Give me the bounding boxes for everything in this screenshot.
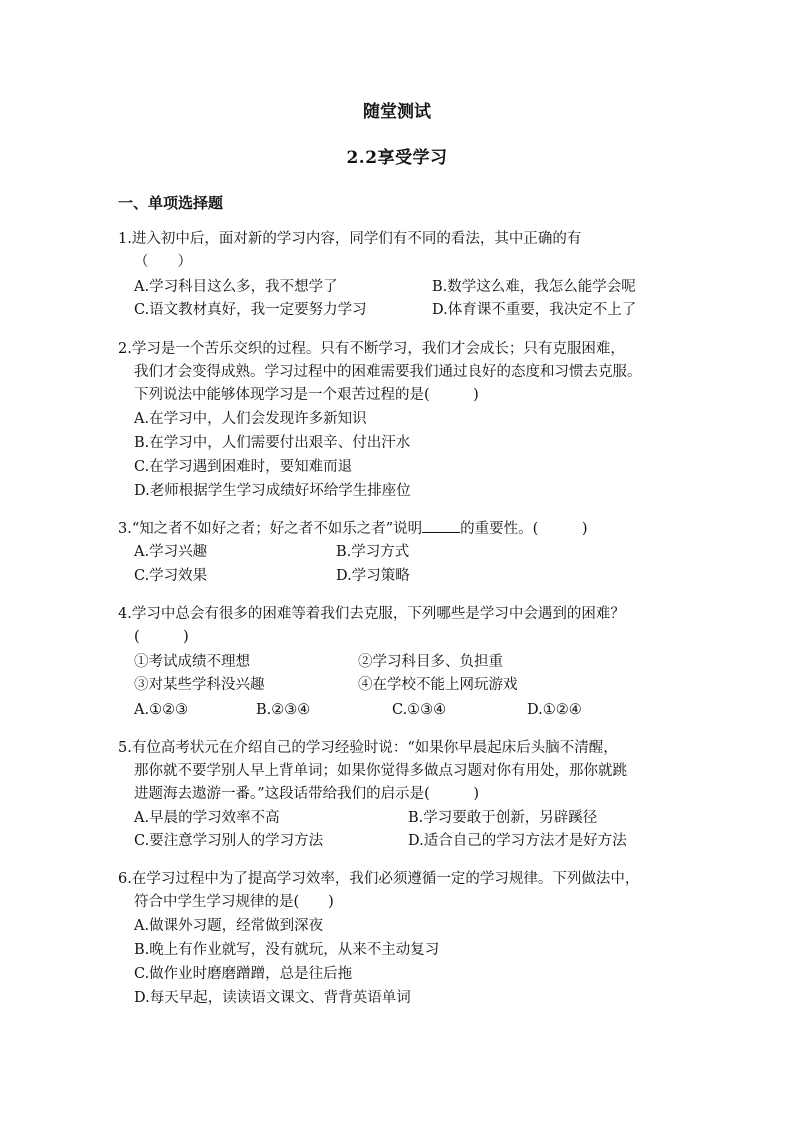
question-1-stem-line-1: 1.进入初中后，面对新的学习内容，同学们有不同的看法，其中正确的有 — [118, 231, 582, 247]
question-4-option-a: A.①②③ — [134, 702, 189, 718]
section-heading: 一、单项选择题 — [118, 194, 224, 212]
question-3-option-d: D.学习策略 — [336, 568, 410, 584]
question-2-option-a: A.在学习中，人们会发现许多新知识 — [134, 411, 367, 427]
question-2-option-d: D.老师根据学生学习成绩好坏给学生排座位 — [134, 483, 411, 499]
question-2-option-b: B.在学习中，人们需要付出艰辛、付出汗水 — [134, 435, 411, 451]
question-4-stem-line-1: 4.学习中总会有很多的困难等着我们去克服，下列哪些是学习中会遇到的困难？ — [118, 606, 625, 622]
question-2-option-c: C.在学习遇到困难时，要知难而退 — [134, 459, 353, 475]
question-3-option-c: C.学习效果 — [134, 568, 208, 584]
question-5-option-d: D.适合自己的学习方法才是好方法 — [408, 833, 627, 849]
question-4-item-1: ①考试成绩不理想 — [134, 654, 250, 670]
question-3-option-a: A.学习兴趣 — [134, 544, 208, 560]
question-1-option-d: D.体育课不重要，我决定不上了 — [432, 302, 637, 318]
question-6-option-c: C.做作业时磨磨蹭蹭，总是往后拖 — [134, 966, 353, 982]
question-3-stem-post: 的重要性。( ) — [460, 521, 588, 537]
question-5-option-c: C.要注意学习别人的学习方法 — [134, 833, 324, 849]
question-4-item-4: ④在学校不能上网玩游戏 — [358, 677, 518, 693]
question-1-stem-line-2: （ ） — [134, 254, 192, 270]
question-5-option-b: B.学习要敢于创新，另辟蹊径 — [408, 810, 598, 826]
question-4-option-d: D.①②④ — [527, 702, 582, 718]
question-6-stem-line-1: 6.在学习过程中为了提高学习效率，我们必须遵循一定的学习规律。下列做法中， — [118, 871, 640, 887]
question-5-stem-line-1: 5.有位高考状元在介绍自己的学习经验时说：“如果你早晨起床后头脑不清醒， — [118, 740, 618, 756]
question-3-stem — [118, 518, 588, 539]
page-subtitle: 2.2享受学习 — [346, 148, 448, 168]
question-4-option-c: C.①③④ — [392, 702, 447, 718]
question-6-stem-line-2: 符合中学生学习规律的是( ) — [134, 894, 334, 910]
question-1-option-c: C.语文教材真好，我一定要努力学习 — [134, 302, 367, 318]
question-6-option-b: B.晚上有作业就写，没有就玩，从来不主动复习 — [134, 942, 440, 958]
question-5-stem-line-3: 进题海去遨游一番。”这段话带给我们的启示是( ) — [134, 786, 479, 802]
question-4-option-b: B.②③④ — [256, 702, 311, 718]
question-5-option-a: A.早晨的学习效率不高 — [134, 810, 280, 826]
answer-blank — [422, 518, 460, 533]
question-2-stem-line-2: 我们才会变得成熟。学习过程中的困难需要我们通过良好的态度和习惯去克服。 — [134, 364, 642, 380]
question-6-option-d: D.每天早起，读读语文课文、背背英语单词 — [134, 990, 411, 1006]
question-3-stem-pre: 3.“知之者不如好之者；好之者不如乐之者”说明 — [118, 521, 423, 537]
question-4-stem-line-2: ( ) — [134, 629, 189, 645]
page-title: 随堂测试 — [363, 102, 431, 122]
question-6-option-a: A.做课外习题，经常做到深夜 — [134, 918, 324, 934]
question-5-stem-line-2: 那你就不要学别人早上背单词；如果你觉得多做点习题对你有用处，那你就跳 — [134, 763, 627, 779]
question-1-option-a: A.学习科目这么多，我不想学了 — [134, 279, 338, 295]
question-4-item-3: ③对某些学科没兴趣 — [134, 677, 265, 693]
question-2-stem-line-1: 2.学习是一个苦乐交织的过程。只有不断学习，我们才会成长；只有克服困难， — [118, 341, 625, 357]
question-1-option-b: B.数学这么难，我怎么能学会呢 — [432, 279, 636, 295]
question-2-stem-line-3: 下列说法中能够体现学习是一个艰苦过程的是( ) — [134, 387, 479, 403]
question-3-option-b: B.学习方式 — [336, 544, 410, 560]
question-4-item-2: ②学习科目多、负担重 — [358, 654, 503, 670]
